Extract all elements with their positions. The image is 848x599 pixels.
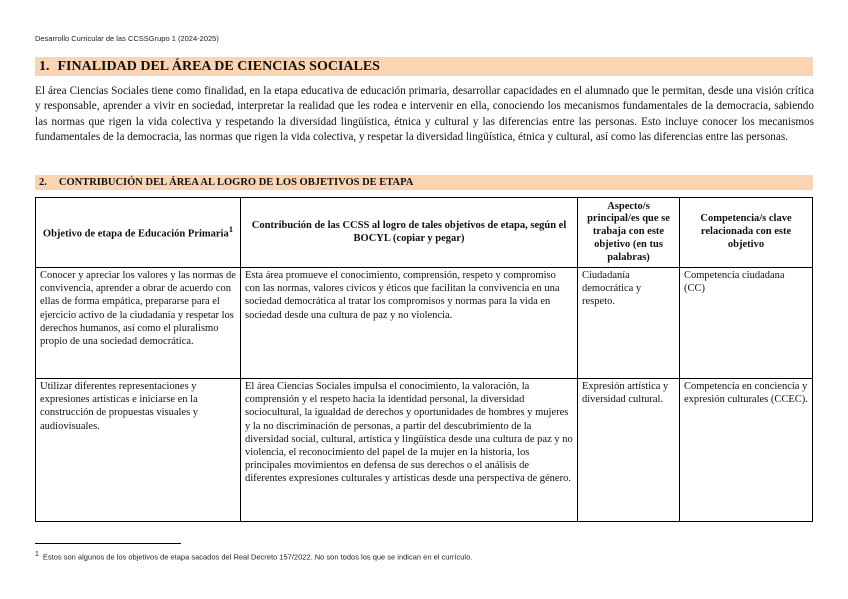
section-1-number: 1. bbox=[39, 59, 50, 74]
footnote-divider bbox=[35, 543, 181, 544]
section-1-title: FINALIDAD DEL ÁREA DE CIENCIAS SOCIALES bbox=[57, 59, 380, 74]
objectives-table bbox=[35, 197, 813, 522]
section-2-number: 2. bbox=[39, 177, 47, 188]
cell-aspect: Ciudadanía democrática y respeto. bbox=[578, 268, 680, 379]
section-2-title: CONTRIBUCIÓN DEL ÁREA AL LOGRO DE LOS OBJETIVOS DE ETAPA bbox=[58, 177, 414, 188]
footnote-text: Estos son algunos de los objetivos de etapa sacados del Real Decreto 157/2022. No son todos los que se indican en el currículo. bbox=[42, 552, 473, 562]
header-contribution: Contribución de las CCSS al logro de tales objetivos de etapa, según el BOCYL (copiar y pegar) bbox=[241, 198, 578, 268]
cell-objective: Utilizar diferentes representaciones y expresiones artísticas e iniciarse en la construcción de propuestas visuales y audiovisuales. bbox=[36, 379, 241, 522]
table-row bbox=[36, 268, 813, 379]
cell-competence: Competencia ciudadana (CC) bbox=[680, 268, 813, 379]
footnote-marker: 1 bbox=[228, 224, 234, 235]
header-objective: Objetivo de etapa de Educación Primaria$^1$ bbox=[36, 198, 241, 268]
cell-objective: Conocer y apreciar los valores y las normas de convivencia, aprender a obrar de acuerdo con ellas de forma empática, prepararse para el ejercicio activo de la ciudadanía y respetar los derechos humanos, así como el pluralismo propio de una sociedad democrática. bbox=[36, 268, 241, 379]
section-1-body: El área Ciencias Sociales tiene como finalidad, en la etapa educativa de educación primaria, desarrollar capacidades en el alumnado que le permitan, desde una visión crítica y responsable, aprender a vivir en sociedad, interpretar la realidad que les rodea e intervenir en ella, conociendo los mecanismos fundamentales de la democracia, sabiendo las normas que rigen la vida colectiva y respetando la diversidad lingüística, étnica y cultural y las diferencias entre las personas. Esto incluye conocer los mecanismos fundamentales de la democracia, las normas que rigen la vida colectiva, y respetar la diversidad lingüística, étnica y cultural, así como las diferencias entre las personas. bbox=[35, 85, 814, 143]
cell-competence: Competencia en conciencia y expresión culturales (CCEC). bbox=[680, 379, 813, 522]
section-1-heading bbox=[35, 57, 813, 76]
table-row bbox=[36, 379, 813, 522]
header-aspect: Aspecto/s principal/es que se trabaja con este objetivo (en tus palabras) bbox=[578, 198, 680, 268]
footnote bbox=[35, 551, 472, 562]
header-competence: Competencia/s clave relacionada con este objetivo bbox=[680, 198, 813, 268]
cell-aspect: Expresión artística y diversidad cultural. bbox=[578, 379, 680, 522]
cell-contribution: El área Ciencias Sociales impulsa el conocimiento, la valoración, la comprensión y el respeto hacia la identidad personal, la diversidad sociocultural, la igualdad de derechos y oportunidades de hombres y mujeres y la no discriminación de personas, a partir del descubrimiento de la diversidad social, cultural, artística y lingüística desde una cultura de paz y no violencia, el reconocimiento del papel de la mujer en la historia, los principales movimientos en defensa de sus derechos o el análisis de diferentes expresiones culturales y artísticas desde una perspectiva de género. bbox=[241, 379, 578, 522]
footnote-number: 1 bbox=[35, 551, 39, 558]
document-header: Desarrollo Curricular de las CCSSGrupo 1 (2024-2025) bbox=[35, 34, 219, 43]
cell-contribution: Esta área promueve el conocimiento, comprensión, respeto y compromiso con las normas, valores cívicos y éticos que facilitan la convivencia en una sociedad democrática al tratar los compromisos y normas para la vida en sociedad desde una cultura de paz y no violencia. bbox=[241, 268, 578, 379]
section-2-heading bbox=[35, 175, 813, 190]
